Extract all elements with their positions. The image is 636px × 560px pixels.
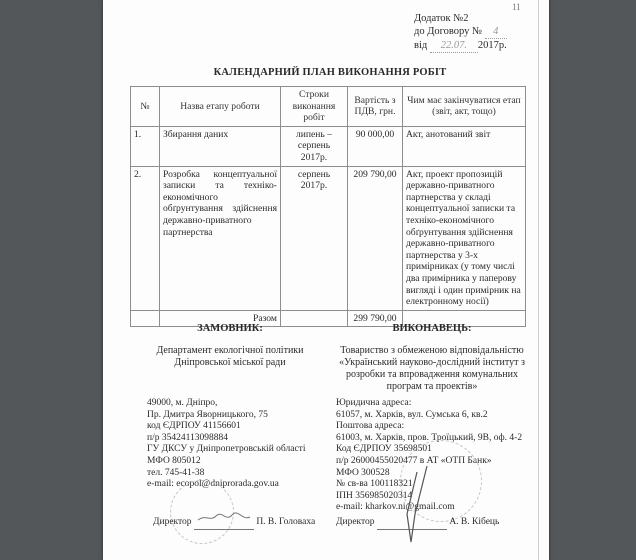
customer-details: 49000, м. Дніпро, Пр. Дмитра Яворницького, 75 код ЄДРПОУ 41156601 п/р 35424113098884 ГУ ДКСУ у Дніпропетровській області МФО 805012 тел. 745-41-38 e-mail: ecopol@dniprorada.gov.ua xyxy=(147,398,327,491)
row-terms: серпень 2017р. xyxy=(281,166,348,310)
contractor-name-line4: програм та проектів» xyxy=(386,381,478,392)
row-stage-name: Розробка концептуальної записки та техніко-економічного обґрунтування здійснення державно-приватного партнерства xyxy=(160,166,281,310)
annex-header xyxy=(414,12,507,53)
table-header-row xyxy=(131,87,526,127)
document-title: КАЛЕНДАРНИЙ ПЛАН ВИКОНАННЯ РОБІТ xyxy=(213,67,447,78)
customer-sign-name: П. В. Головаха xyxy=(256,517,316,527)
total-value: 299 790,00 xyxy=(348,310,403,327)
table-row xyxy=(131,126,526,166)
annex-title: Додаток №2 xyxy=(414,13,469,24)
work-schedule-table xyxy=(130,86,526,327)
annex-date-line: від 22.07. 2017р. xyxy=(414,40,507,51)
contractor-name-line2: «Український науково-дослідний інститут з xyxy=(339,357,525,368)
row-cost: 209 790,00 xyxy=(348,166,403,310)
contractor-name-line1: Товариство з обмеженою відповідальністю xyxy=(340,345,524,356)
annex-contract-line: до Договору № 4 xyxy=(414,25,507,39)
row-cost: 90 000,00 xyxy=(348,126,403,166)
header-terms: Строки виконання робіт xyxy=(281,87,348,127)
header-result: Чим має закінчуватися етап (звіт, акт, тощо) xyxy=(403,87,526,127)
customer-email: e-mail: ecopol@dniprorada.gov.ua xyxy=(147,479,279,490)
contractor-details: Юридична адреса: 61057, м. Харків, вул. Сумська 6, кв.2 Поштова адреса: 61003, м. Харків, пров. Троїцький, 9В, оф. 4-2 Код ЄДРПОУ 35698501 п/р 26000455020477 в АТ «ОТП Банк» МФО 300528 № св-ва 100118321 ІПН 356985020314 e-mail: kharkov.ni@gmail.com xyxy=(336,398,536,514)
customer-heading: ЗАМОВНИК: xyxy=(197,323,263,334)
header-cost: Вартість з ПДВ, грн. xyxy=(348,87,403,127)
contract-date-handwritten: 22.07. xyxy=(430,39,478,53)
contractor-signature-icon xyxy=(377,512,447,530)
contractor-heading: ВИКОНАВЕЦЬ: xyxy=(392,323,472,334)
header-number: № xyxy=(131,87,160,127)
customer-name-line2: Дніпровської міської ради xyxy=(174,357,286,368)
total-label: Разом xyxy=(160,310,281,327)
row-stage-name: Збирання даних xyxy=(160,126,281,166)
row-result: Акт, проект пропозицій державно-приватного партнерства у складі концептуальної записки та техніко-економічного обґрунтування здійснення державно-приватного партнерства у 3-х примірниках (у тому числі два примірника у паперову вигляді і один примірник на електронному носії) xyxy=(403,166,526,310)
contractor-sign-name: А. В. Кібець xyxy=(449,517,500,527)
row-number: 2. xyxy=(131,166,160,310)
table-row xyxy=(131,166,526,310)
contractor-sign-title: Директор xyxy=(336,517,375,527)
contractor-block xyxy=(332,323,532,393)
contractor-email: e-mail: kharkov.ni@gmail.com xyxy=(336,502,455,513)
row-number: 1. xyxy=(131,126,160,166)
customer-block xyxy=(140,323,320,369)
row-terms: липень – серпень 2017р. xyxy=(281,126,348,166)
customer-sign-title: Директор xyxy=(153,517,192,527)
contractor-signature-line xyxy=(336,512,536,530)
customer-signature-icon xyxy=(194,512,254,530)
row-result: Акт, анотований звіт xyxy=(403,126,526,166)
page-number: 11 xyxy=(512,2,521,12)
customer-name-line1: Департамент екологічної політики xyxy=(156,345,304,356)
contractor-stamp-icon xyxy=(400,440,482,522)
contractor-name-line3: розробки та впровадження комунальних xyxy=(345,369,518,380)
header-stage-name: Назва етапу роботи xyxy=(160,87,281,127)
contract-number-handwritten: 4 xyxy=(485,25,507,39)
customer-signature-line xyxy=(153,512,333,530)
page-edge-line xyxy=(538,0,539,560)
